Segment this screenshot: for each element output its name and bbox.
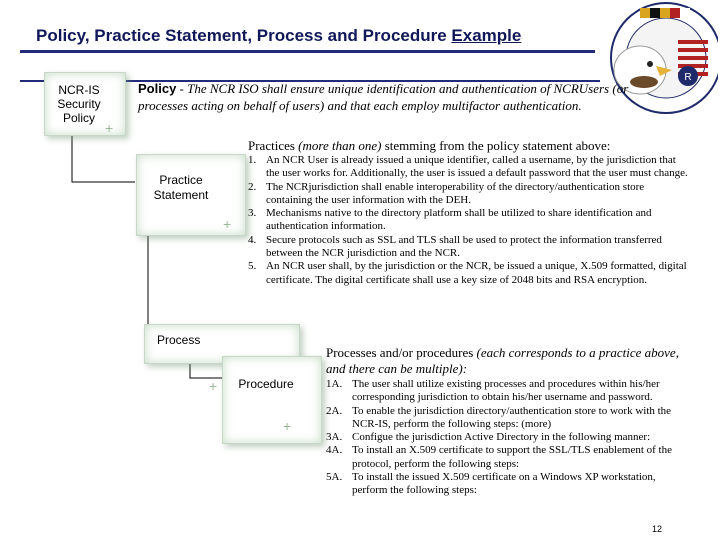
list-item-number: 4. bbox=[248, 233, 257, 246]
list-item bbox=[248, 260, 688, 287]
list-item-number: 3. bbox=[248, 207, 257, 220]
plus-marker-icon: + bbox=[283, 418, 292, 434]
list-item-number: 3A. bbox=[326, 431, 343, 444]
list-item bbox=[248, 154, 688, 181]
processes-heading-italic: (each corresponds to a practice above, and there can be multiple): bbox=[326, 345, 679, 376]
processes-list bbox=[326, 378, 688, 498]
list-item bbox=[326, 444, 688, 471]
list-item-text: An NCR User is already issued a unique identifier, called a username, by the jurisdiction that the user works for. Additionally, the user is issued a default password that the user must change. bbox=[266, 154, 688, 180]
list-item-text: To install the issued X.509 certificate on a Windows XP workstation, perform the following steps: bbox=[352, 471, 656, 497]
practices-list bbox=[248, 154, 688, 287]
list-item-number: 5. bbox=[248, 260, 257, 273]
list-item-number: 2. bbox=[248, 180, 257, 193]
policy-statement bbox=[138, 80, 638, 114]
practice-statement-box bbox=[136, 154, 246, 236]
practices-heading-bold: Practices bbox=[248, 138, 295, 153]
list-item bbox=[326, 431, 688, 444]
practices-heading-italic: (more than one) bbox=[294, 138, 382, 153]
page-number: 12 bbox=[652, 524, 663, 534]
list-item-text: To enable the jurisdiction directory/authentication store to work with the NCR-IS, perform the following steps: (more) bbox=[352, 404, 672, 430]
list-item-number: 4A. bbox=[326, 444, 343, 457]
list-item-text: Mechanisms native to the directory platform shall be utilized to share identification and authentication information. bbox=[266, 207, 652, 233]
plus-marker-icon: + bbox=[209, 378, 218, 394]
list-item bbox=[326, 471, 688, 498]
list-item bbox=[326, 405, 688, 432]
practices-heading-rest: stemming from the policy statement above: bbox=[381, 138, 611, 153]
procedure-box bbox=[209, 356, 322, 444]
policy-label: Policy bbox=[138, 81, 177, 96]
list-item-number: 1. bbox=[248, 154, 257, 166]
list-item-text: Configue the jurisdiction Active Directory in the following manner: bbox=[352, 431, 651, 444]
list-item-text: The user shall utilize existing processes and procedures within his/her corresponding jurisdiction to obtain his/her username and password. bbox=[352, 378, 660, 404]
list-item bbox=[326, 378, 688, 405]
list-item-text: The NCRjurisdiction shall enable interoperability of the directory/authentication store containing the user information with the DEH. bbox=[266, 180, 645, 206]
practices-heading bbox=[248, 138, 610, 154]
plus-marker-icon: + bbox=[105, 120, 114, 136]
processes-heading bbox=[326, 345, 691, 377]
list-item bbox=[248, 234, 688, 261]
processes-heading-bold: Processes and/or procedures bbox=[326, 345, 474, 360]
plus-marker-icon: + bbox=[223, 216, 232, 232]
list-item bbox=[248, 207, 688, 234]
policy-text: - The NCR ISO shall ensure unique identification and authentication of NCRUsers (or processes acting on behalf of users) and that each employ multifactor authentication. bbox=[138, 81, 629, 113]
list-item-text: Secure protocols such as SSL and TLS shall be used to protect the information transferred between the NCR jurisdiction and the NCR. bbox=[266, 233, 662, 260]
seal-letter: R bbox=[684, 72, 692, 83]
title-underlined: Example bbox=[451, 26, 522, 45]
procedure-label: Procedure bbox=[238, 377, 294, 391]
list-item-text: To install an X.509 certificate to support the SSL/TLS enablement of the protocol, perform the following steps: bbox=[352, 444, 672, 470]
list-item-text: An NCR user shall, by the jurisdiction or the NCR, be issued a unique, X.509 formatted, digital certificate. The digital certificate shall use a key size of 2048 bits and RSA encryption. bbox=[266, 260, 687, 286]
list-item-number: 5A. bbox=[326, 471, 343, 484]
process-label: Process bbox=[157, 333, 201, 347]
list-item-number: 1A. bbox=[326, 378, 343, 390]
list-item bbox=[248, 181, 688, 208]
ncr-is-policy-box bbox=[44, 72, 126, 136]
title-text: Policy, Practice Statement, Process and Procedure bbox=[36, 26, 452, 45]
practice-statement-label: Practice Statement bbox=[153, 173, 209, 202]
list-item-number: 2A. bbox=[326, 404, 343, 417]
ncr-is-policy-label: NCR-IS Security Policy bbox=[57, 83, 101, 125]
